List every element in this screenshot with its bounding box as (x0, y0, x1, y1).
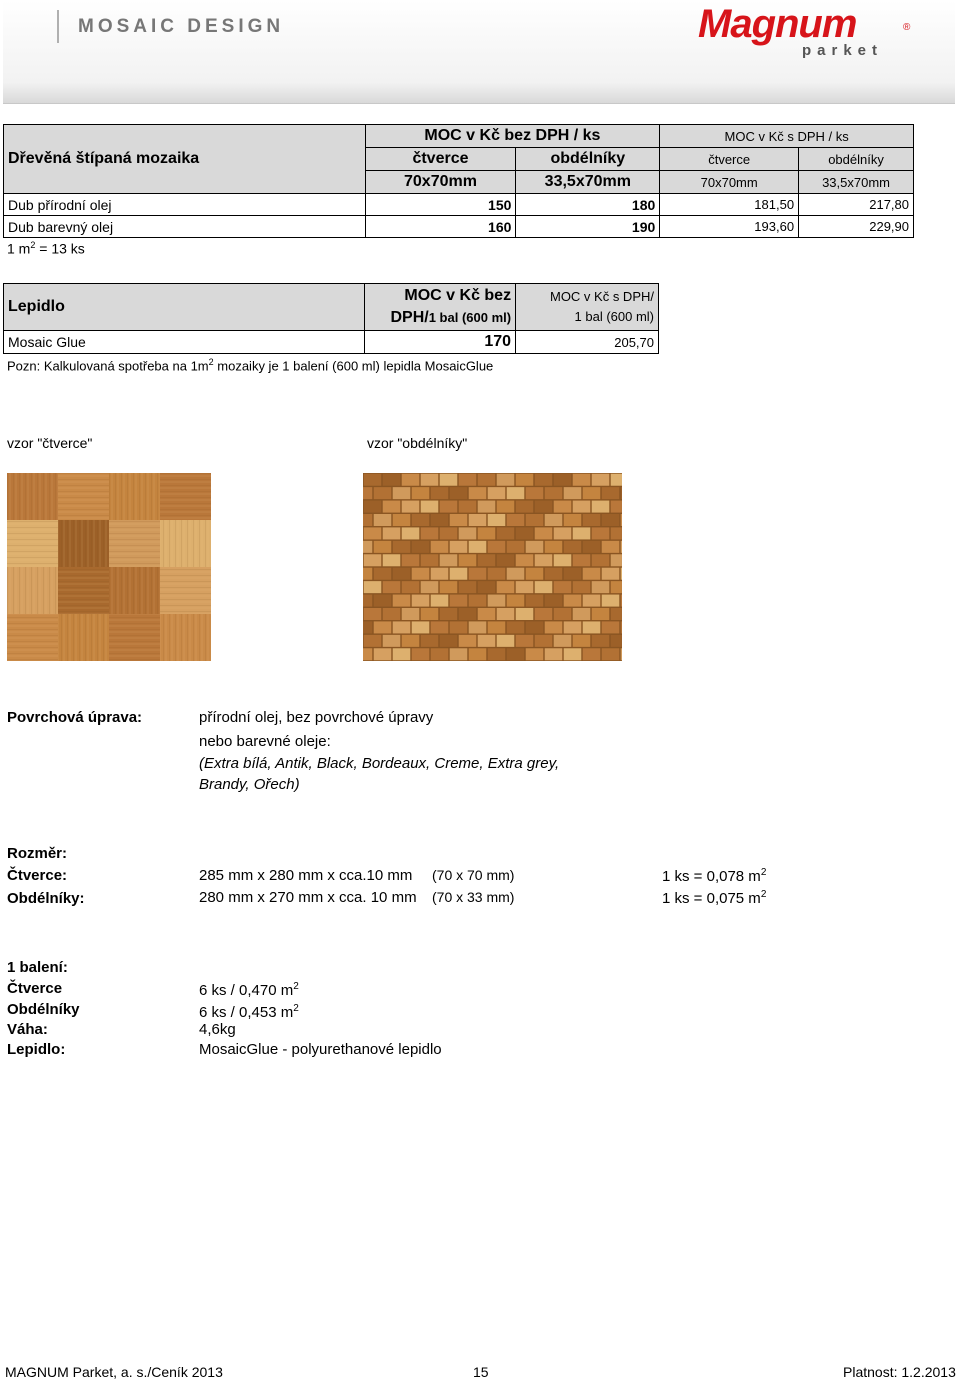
wood-tile (621, 514, 622, 526)
wood-tile (469, 541, 487, 553)
wood-tile (611, 581, 622, 593)
wood-grain (109, 520, 160, 567)
wood-tile (621, 621, 622, 633)
wood-grain (7, 520, 58, 567)
package-rectangles-value: 6 ks / 0,453 $m^2$ (199, 1003, 299, 1021)
wood-tile (554, 501, 572, 513)
logo-registered-mark: ® (903, 22, 911, 33)
wood-tile (621, 487, 622, 499)
wood-grain (109, 614, 160, 661)
wood-tile (469, 514, 487, 526)
surface-line-3: (Extra bílá, Antik, Black, Bordeaux, Creme, Extra grey, (199, 755, 560, 772)
wood-tile (412, 487, 430, 499)
size-squares-area: 1 ks = 0,078 $m^2$ (662, 867, 767, 885)
wood-tile (611, 474, 622, 486)
wood-tile (497, 474, 515, 486)
wood-tile (592, 608, 610, 620)
area-note: 1 $m^2 = 13$ ks (7, 240, 85, 257)
wood-tile (450, 568, 468, 580)
price-cell: 160 (365, 216, 516, 238)
wood-grain (109, 473, 160, 520)
wood-tile (488, 648, 506, 660)
wood-tile (363, 487, 372, 499)
wood-tile (526, 595, 544, 607)
wood-tile (402, 527, 420, 539)
wood-tile (507, 595, 525, 607)
wood-tile (478, 635, 496, 647)
wood-tile (383, 527, 401, 539)
wood-tile (478, 527, 496, 539)
wood-tile (421, 608, 439, 620)
header-size-squares-vat: 70x70mm (660, 171, 799, 194)
wood-grain (58, 520, 109, 567)
surface-line-2: nebo barevné oleje: (199, 733, 331, 750)
wood-tile (440, 581, 458, 593)
wood-grain (160, 473, 211, 520)
wood-tile (450, 514, 468, 526)
wood-tile (431, 541, 449, 553)
surface-line-1: přírodní olej, bez povrchové úpravy (199, 709, 434, 726)
wood-tile (621, 541, 622, 553)
wood-tile (611, 527, 622, 539)
wood-tile (440, 635, 458, 647)
wood-tile (611, 608, 622, 620)
wood-tile (478, 608, 496, 620)
wood-tile (383, 501, 401, 513)
wood-tile (363, 514, 372, 526)
pattern-squares-label: vzor "čtverce" (7, 435, 93, 451)
wood-tile (573, 527, 591, 539)
wood-tile (374, 568, 392, 580)
wood-tile (516, 527, 534, 539)
wood-tile (402, 474, 420, 486)
wood-tile (488, 514, 506, 526)
wood-tile (488, 568, 506, 580)
price-cell: 205,70 (516, 331, 659, 354)
wood-tile (621, 648, 622, 660)
wood-tile (564, 568, 582, 580)
wood-tile (611, 501, 622, 513)
wood-tile (507, 568, 525, 580)
wood-tile (526, 568, 544, 580)
logo-wordmark: Magnum (698, 2, 857, 46)
wood-tile (459, 527, 477, 539)
price-cell: 180 (516, 194, 660, 216)
wood-tile (526, 621, 544, 633)
wood-tile (583, 514, 601, 526)
wood-tile (545, 621, 563, 633)
wood-tile (431, 621, 449, 633)
wood-grain (109, 567, 160, 614)
footer-page-number: 15 (473, 1364, 489, 1380)
logo-subtitle: parket (802, 42, 884, 59)
wood-grain (7, 473, 58, 520)
wood-tile (526, 487, 544, 499)
header-rectangles-no-vat: obdélníky (516, 148, 660, 171)
wood-tile (564, 541, 582, 553)
package-rectangles-label: Obdélníky (7, 1001, 80, 1018)
wood-tile (431, 595, 449, 607)
wood-grain (7, 614, 58, 661)
wood-tile (488, 487, 506, 499)
wood-tile (421, 581, 439, 593)
wood-tile (421, 635, 439, 647)
glue-header-vat: MOC v Kč s DPH/ 1 bal (600 ml) (516, 284, 659, 331)
wood-grain (160, 567, 211, 614)
wood-tile (507, 514, 525, 526)
wood-tile (459, 635, 477, 647)
wood-tile (421, 474, 439, 486)
mosaic-price-table (3, 124, 914, 238)
wood-tile (402, 501, 420, 513)
wood-grain (58, 567, 109, 614)
wood-tile (526, 514, 544, 526)
wood-tile (535, 527, 553, 539)
wood-tile (602, 514, 620, 526)
wood-tile (363, 541, 372, 553)
wood-tile (516, 608, 534, 620)
wood-tile (488, 595, 506, 607)
wood-tile (497, 527, 515, 539)
wood-tile (440, 527, 458, 539)
wood-tile (535, 608, 553, 620)
row-name: Mosaic Glue (4, 331, 365, 354)
wood-tile (469, 648, 487, 660)
wood-tile (516, 501, 534, 513)
wood-tile (583, 568, 601, 580)
wood-tile (478, 474, 496, 486)
table-row (4, 216, 914, 238)
wood-tile (469, 621, 487, 633)
wood-tile (583, 648, 601, 660)
wood-tile (383, 554, 401, 566)
header-size-rect-no-vat: 33,5x70mm (516, 171, 660, 194)
table-row (4, 331, 659, 354)
glue-table-title: Lepidlo (4, 284, 365, 331)
wood-tile (383, 581, 401, 593)
wood-tile (374, 595, 392, 607)
wood-tile (545, 568, 563, 580)
package-glue-value: MosaicGlue - polyurethanové lepidlo (199, 1041, 442, 1058)
wood-tile (592, 474, 610, 486)
wood-tile (393, 621, 411, 633)
price-cell: 193,60 (660, 216, 799, 238)
wood-tile (393, 487, 411, 499)
wood-tile (592, 581, 610, 593)
header-price-vat: MOC v Kč s DPH / ks (660, 125, 914, 148)
footer-validity: Platnost: 1.2.2013 (843, 1364, 956, 1380)
size-rectangles-value: 280 mm x 270 mm x cca. 10 mm (199, 889, 417, 906)
wood-tile (545, 595, 563, 607)
glue-price-table (3, 283, 659, 354)
wood-tile (611, 635, 622, 647)
surface-label: Povrchová úprava: (7, 709, 143, 726)
magnum-logo (698, 2, 913, 64)
wood-tile (402, 635, 420, 647)
wood-tile (602, 621, 620, 633)
wood-tile (535, 501, 553, 513)
header-squares-vat: čtverce (660, 148, 799, 171)
wood-tile (554, 608, 572, 620)
wood-tile (412, 514, 430, 526)
wood-tile (412, 595, 430, 607)
wood-tile (421, 527, 439, 539)
row-name: Dub barevný olej (4, 216, 366, 238)
wood-tile (363, 648, 372, 660)
wood-tile (364, 581, 382, 593)
wood-tile (459, 608, 477, 620)
wood-tile (535, 581, 553, 593)
wood-tile (573, 608, 591, 620)
wood-tile (592, 501, 610, 513)
wood-tile (602, 648, 620, 660)
wood-tile (431, 648, 449, 660)
glue-consumption-note: Pozn: Kalkulovaná spotřeba na $1m^2$ mozaiky je 1 balení (600 ml) lepidla MosaicGlue (7, 357, 494, 374)
wood-tile (393, 648, 411, 660)
wood-tile (497, 501, 515, 513)
wood-tile (402, 608, 420, 620)
wood-tile (363, 568, 372, 580)
wood-tile (573, 501, 591, 513)
package-squares-label: Čtverce (7, 980, 63, 997)
brand-title: MOSAIC DESIGN (78, 16, 285, 37)
size-squares-tile: (70 x 70 mm) (432, 867, 515, 883)
wood-tile (583, 541, 601, 553)
glue-header-no-vat: MOC v Kč bez DPH/1 bal (600 ml) (365, 284, 516, 331)
wood-tile (402, 581, 420, 593)
wood-tile (431, 568, 449, 580)
package-glue-label: Lepidlo: (7, 1041, 66, 1058)
squares-pattern-image (7, 473, 211, 661)
wood-tile (450, 541, 468, 553)
wood-tile (583, 487, 601, 499)
package-weight-label: Váha: (7, 1021, 48, 1038)
wood-tile (545, 541, 563, 553)
wood-tile (573, 635, 591, 647)
wood-tile (592, 635, 610, 647)
header-price-no-vat: MOC v Kč bez DPH / ks (365, 125, 660, 148)
header-rectangles-vat: obdélníky (799, 148, 914, 171)
wood-tile (440, 554, 458, 566)
wood-tile (564, 648, 582, 660)
wood-tile (602, 541, 620, 553)
wood-tile (554, 474, 572, 486)
wood-tile (497, 581, 515, 593)
wood-tile (364, 501, 382, 513)
wood-tile (363, 621, 372, 633)
wood-tile (363, 595, 372, 607)
size-label: Rozměr: (7, 845, 68, 862)
price-cell: 181,50 (660, 194, 799, 216)
wood-tile (374, 621, 392, 633)
wood-tile (516, 554, 534, 566)
package-weight-value: 4,6kg (199, 1021, 236, 1038)
wood-tile (545, 648, 563, 660)
wood-tile (364, 554, 382, 566)
wood-tile (564, 514, 582, 526)
wood-tile (507, 648, 525, 660)
wood-tile (602, 487, 620, 499)
wood-tile (478, 554, 496, 566)
wood-tile (545, 487, 563, 499)
wood-tile (459, 501, 477, 513)
wood-tile (412, 541, 430, 553)
wood-tile (412, 568, 430, 580)
wood-tile (431, 514, 449, 526)
wood-tile (450, 487, 468, 499)
row-name: Dub přírodní olej (4, 194, 366, 216)
price-cell: 190 (516, 216, 660, 238)
wood-grain (7, 567, 58, 614)
size-rectangles-label: Obdélníky: (7, 890, 85, 907)
size-rectangles-area: 1 ks = 0,075 $m^2$ (662, 889, 767, 907)
wood-tile (374, 487, 392, 499)
wood-tile (554, 527, 572, 539)
wood-tile (554, 635, 572, 647)
wood-tile (592, 554, 610, 566)
wood-tile (469, 595, 487, 607)
wood-tile (450, 595, 468, 607)
wood-grain (160, 614, 211, 661)
wood-tile (526, 541, 544, 553)
wood-tile (421, 554, 439, 566)
wood-tile (440, 608, 458, 620)
wood-tile (621, 568, 622, 580)
wood-tile (583, 595, 601, 607)
wood-tile (374, 514, 392, 526)
wood-tile (564, 595, 582, 607)
wood-tile (564, 621, 582, 633)
wood-tile (459, 581, 477, 593)
package-squares-value: 6 ks / 0,470 $m^2$ (199, 981, 299, 999)
header-divider (57, 10, 59, 43)
wood-tile (478, 501, 496, 513)
wood-tile (554, 581, 572, 593)
wood-tile (364, 635, 382, 647)
price-cell: 229,90 (799, 216, 914, 238)
wood-tile (459, 554, 477, 566)
wood-tile (478, 581, 496, 593)
wood-tile (440, 474, 458, 486)
wood-tile (497, 635, 515, 647)
wood-tile (431, 487, 449, 499)
size-squares-value: 285 mm x 280 mm x cca.10 mm (199, 867, 413, 884)
wood-tile (611, 554, 622, 566)
wood-grain (160, 520, 211, 567)
price-cell: 217,80 (799, 194, 914, 216)
wood-tile (383, 474, 401, 486)
wood-tile (573, 474, 591, 486)
wood-tile (535, 554, 553, 566)
price-cell: 150 (365, 194, 516, 216)
header-squares-no-vat: čtverce (365, 148, 516, 171)
wood-tile (393, 514, 411, 526)
wood-tile (535, 474, 553, 486)
wood-tile (507, 487, 525, 499)
wood-tile (459, 474, 477, 486)
wood-tile (545, 514, 563, 526)
mosaic-table-title: Dřevěná štípaná mozaika (4, 125, 366, 194)
wood-tile (469, 568, 487, 580)
wood-tile (364, 474, 382, 486)
wood-tile (602, 568, 620, 580)
wood-tile (583, 621, 601, 633)
wood-tile (535, 635, 553, 647)
wood-tile (440, 501, 458, 513)
wood-tile (516, 581, 534, 593)
wood-tile (507, 621, 525, 633)
header-size-rect-vat: 33,5x70mm (799, 171, 914, 194)
rectangles-pattern-image (363, 473, 622, 661)
price-cell: 170 (365, 331, 516, 354)
wood-tile (393, 541, 411, 553)
size-squares-label: Čtverce: (7, 867, 68, 884)
wood-tile (450, 648, 468, 660)
wood-tile (554, 554, 572, 566)
footer-company: MAGNUM Parket, a. s./Ceník 2013 (5, 1364, 223, 1380)
wood-tile (526, 648, 544, 660)
wood-tile (393, 568, 411, 580)
wood-tile (507, 541, 525, 553)
wood-tile (364, 608, 382, 620)
wood-grain (58, 614, 109, 661)
wood-tile (412, 648, 430, 660)
wood-tile (497, 554, 515, 566)
wood-tile (573, 554, 591, 566)
wood-tile (393, 595, 411, 607)
wood-tile (516, 474, 534, 486)
wood-tile (383, 635, 401, 647)
size-rectangles-tile: (70 x 33 mm) (432, 889, 515, 905)
wood-tile (450, 621, 468, 633)
header-size-squares-no-vat: 70x70mm (365, 171, 516, 194)
wood-tile (497, 608, 515, 620)
surface-line-4: Brandy, Ořech) (199, 776, 300, 793)
wood-tile (488, 621, 506, 633)
wood-tile (573, 581, 591, 593)
wood-tile (412, 621, 430, 633)
wood-tile (364, 527, 382, 539)
wood-tile (602, 595, 620, 607)
wood-tile (516, 635, 534, 647)
package-label: 1 balení: (7, 959, 68, 976)
table-row (4, 194, 914, 216)
wood-tile (374, 541, 392, 553)
pattern-rectangles-label: vzor "obdélníky" (367, 435, 468, 451)
wood-tile (402, 554, 420, 566)
wood-tile (383, 608, 401, 620)
wood-tile (621, 595, 622, 607)
wood-tile (374, 648, 392, 660)
wood-grain (58, 473, 109, 520)
wood-tile (469, 487, 487, 499)
wood-tile (592, 527, 610, 539)
wood-tile (488, 541, 506, 553)
wood-tile (421, 501, 439, 513)
wood-tile (564, 487, 582, 499)
